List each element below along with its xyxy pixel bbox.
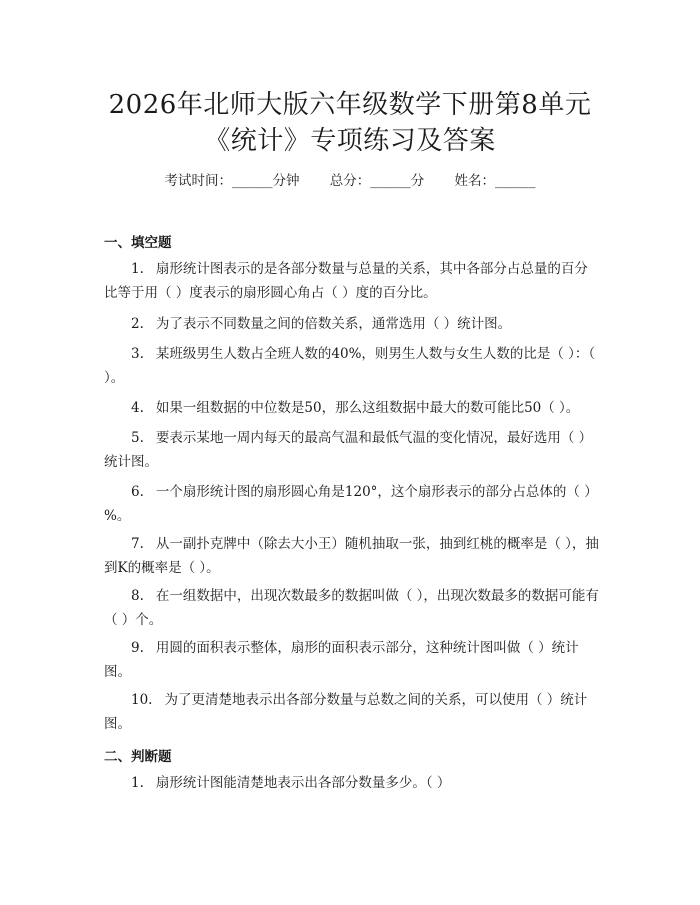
section-heading-true-false: 二、判断题: [104, 749, 172, 765]
question-text: 为了表示不同数量之间的倍数关系，通常选用（ ）统计图。: [155, 316, 512, 332]
question-number: 4.: [131, 400, 144, 416]
question-number: 6.: [131, 484, 144, 500]
question-item: [104, 584, 600, 632]
question-text: 从一副扑克牌中（除去大小王）随机抽取一张，抽到红桃的概率是（ ），抽到K的概率是（ ）。: [104, 536, 599, 576]
question-item: [104, 312, 600, 336]
question-item: [104, 257, 600, 305]
question-number: 5.: [131, 430, 144, 446]
question-item: [104, 771, 600, 795]
question-number: 3.: [131, 346, 144, 362]
question-item: [104, 688, 600, 736]
question-text: 某班级男生人数占全班人数的40%，则男生人数与女生人数的比是（ ）：（ ）。: [104, 346, 596, 386]
section-heading-fill-blank: 一、填空题: [104, 235, 172, 251]
question-number: 1.: [131, 775, 144, 791]
question-item: [104, 426, 600, 474]
question-item: [104, 636, 600, 684]
question-number: 2.: [131, 316, 144, 332]
question-text: 扇形统计图能清楚地表示出各部分数量多少。（ ）: [155, 775, 451, 791]
question-text: 扇形统计图表示的是各部分数量与总量的关系，其中各部分占总量的百分比等于用（ ）度表示的扇形圆心角占（ ）度的百分比。: [104, 261, 588, 301]
exam-time: 考试时间：______分钟: [164, 173, 300, 189]
question-number: 1.: [131, 261, 144, 277]
question-text: 要表示某地一周内每天的最高气温和最低气温的变化情况，最好选用（ ）统计图。: [104, 430, 593, 470]
question-text: 用圆的面积表示整体，扇形的面积表示部分，这种统计图叫做（ ）统计图。: [104, 640, 579, 680]
question-item: [104, 480, 600, 528]
question-number: 10.: [131, 692, 153, 708]
question-number: 8.: [131, 588, 144, 604]
question-number: 9.: [131, 640, 144, 656]
exam-score: 总分：______分: [329, 173, 425, 189]
question-text: 为了更清楚地表示出各部分数量与总数之间的关系，可以使用（ ）统计图。: [104, 692, 588, 732]
question-item: [104, 396, 600, 420]
question-number: 7.: [131, 536, 144, 552]
exam-info: [0, 169, 700, 189]
document-title-line2: 《统计》专项练习及答案: [204, 126, 496, 156]
exam-name: 姓名：______: [454, 173, 536, 189]
question-text: 在一组数据中，出现次数最多的数据叫做（ ），出现次数最多的数据可能有（ ）个。: [104, 588, 599, 628]
document-title-line1: 2026年北师大版六年级数学下册第8单元: [108, 90, 592, 120]
question-text: 一个扇形统计图的扇形圆心角是120°，这个扇形表示的部分占总体的（ ）%。: [104, 484, 598, 524]
question-text: 如果一组数据的中位数是50，那么这组数据中最大的数可能比50（ ）。: [155, 400, 580, 416]
question-item: [104, 532, 600, 580]
question-item: [104, 342, 600, 390]
